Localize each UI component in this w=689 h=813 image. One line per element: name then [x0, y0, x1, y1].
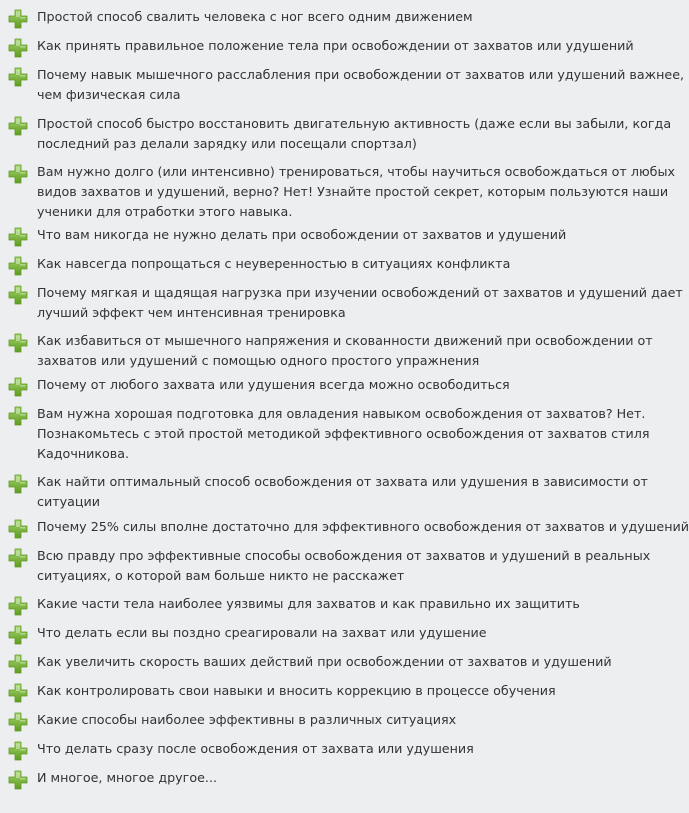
benefit-text [37, 517, 689, 537]
plus-icon [8, 285, 28, 305]
benefit-text [37, 472, 648, 512]
plus-icon [8, 227, 28, 247]
plus-icon [8, 519, 28, 539]
benefit-text-line: Простой способ свалить человека с ног всего одним движением [37, 9, 473, 24]
benefit-text-line: Как увеличить скорость ваших действий при освобождении от захватов и удушений [37, 654, 612, 669]
plus-icon [8, 9, 28, 29]
benefit-text-line: Как контролировать свои навыки и вносить коррекцию в процессе обучения [37, 683, 556, 698]
benefit-text [37, 546, 651, 586]
benefit-text [37, 739, 609, 759]
benefit-text-line: Почему мягкая и щадящая нагрузка при изучении освобождений от захватов и удушений дает [37, 285, 683, 300]
benefit-text [37, 681, 609, 701]
benefit-text-line: Что делать если вы поздно среагировали на захват или удушение [37, 625, 487, 640]
benefit-text-line: Как навсегда попрощаться с неуверенностью в ситуациях конфликта [37, 256, 511, 271]
plus-icon [8, 256, 28, 276]
plus-icon [8, 741, 28, 761]
benefit-text [37, 652, 612, 672]
plus-icon [8, 548, 28, 568]
benefit-text [37, 7, 609, 27]
benefit-text-line: захватов или удушений с помощью одного простого упражнения [37, 353, 480, 368]
benefit-text [37, 594, 609, 614]
plus-icon [8, 38, 28, 58]
plus-icon [8, 474, 28, 494]
benefit-text [37, 36, 634, 56]
plus-icon [8, 770, 28, 790]
benefit-text [37, 331, 653, 371]
benefit-text [37, 710, 609, 730]
benefit-text-line: Вам нужна хорошая подготовка для овладения навыком освобождения от захватов? Нет. [37, 406, 646, 421]
plus-icon [8, 67, 28, 87]
benefit-text-line: Простой способ быстро восстановить двигательную активность (даже если вы забыли, когда [37, 116, 672, 131]
benefit-text-line: Что делать сразу после освобождения от захвата или удушения [37, 741, 474, 756]
benefit-text [37, 768, 609, 788]
plus-icon [8, 683, 28, 703]
benefit-text [37, 225, 609, 245]
benefit-text-line: Какие способы наиболее эффективны в различных ситуациях [37, 712, 457, 727]
benefit-text-line: последний раз делали зарядку или посещали спортзал) [37, 136, 417, 151]
benefit-text-line: Познакомьтесь с этой простой методикой эффективного освобождения от захватов стиля [37, 426, 650, 441]
benefit-text [37, 283, 683, 323]
plus-icon [8, 164, 28, 184]
benefit-text-line: ситуациях, о которой вам больше никто не расскажет [37, 568, 405, 583]
benefit-text-line: Всю правду про эффективные способы освобождения от захватов и удушений в реальных [37, 548, 651, 563]
benefit-text-line: И многое, многое другое... [37, 770, 218, 785]
benefit-text-line: Кадочникова. [37, 446, 130, 461]
benefit-text [37, 623, 609, 643]
benefit-text-line: Почему от любого захвата или удушения всегда можно освободиться [37, 377, 510, 392]
benefit-text-line: чем физическая сила [37, 87, 181, 102]
benefit-text [37, 65, 685, 105]
benefit-text [37, 114, 672, 154]
benefit-text [37, 254, 609, 274]
plus-icon [8, 625, 28, 645]
plus-icon [8, 333, 28, 353]
benefit-text-line: видов захватов и удушений, верно? Нет! Узнайте простой секрет, которым пользуются наши [37, 184, 669, 199]
plus-icon [8, 596, 28, 616]
benefit-text-line: Вам нужно долго (или интенсивно) тренироваться, чтобы научиться освобождаться от любых [37, 164, 675, 179]
benefit-text-line: Почему навык мышечного расслабления при освобождении от захватов или удушений важнее, [37, 67, 685, 82]
benefit-text [37, 404, 650, 464]
plus-icon [8, 406, 28, 426]
benefit-text-line: Какие части тела наиболее уязвимы для захватов и как правильно их защитить [37, 596, 580, 611]
benefit-text [37, 375, 609, 395]
plus-icon [8, 377, 28, 397]
plus-icon [8, 712, 28, 732]
benefit-text-line: Что вам никогда не нужно делать при освобождении от захватов и удушений [37, 227, 567, 242]
benefit-text-line: ученики для отработки этого навыка. [37, 204, 293, 219]
benefit-text-line: лучший эффект чем интенсивная тренировка [37, 305, 346, 320]
benefit-text-line: Как избавиться от мышечного напряжения и скованности движений при освобождении от [37, 333, 653, 348]
plus-icon [8, 116, 28, 136]
plus-icon [8, 654, 28, 674]
benefit-text-line: Как найти оптимальный способ освобождения от захвата или удушения в зависимости от [37, 474, 648, 489]
benefit-text-line: ситуации [37, 494, 101, 509]
benefit-text-line: Почему 25% силы вполне достаточно для эффективного освобождения от захватов и удушений [37, 519, 689, 534]
benefit-text-line: Как принять правильное положение тела при освобождении от захватов или удушений [37, 38, 634, 53]
benefit-text [37, 162, 675, 222]
